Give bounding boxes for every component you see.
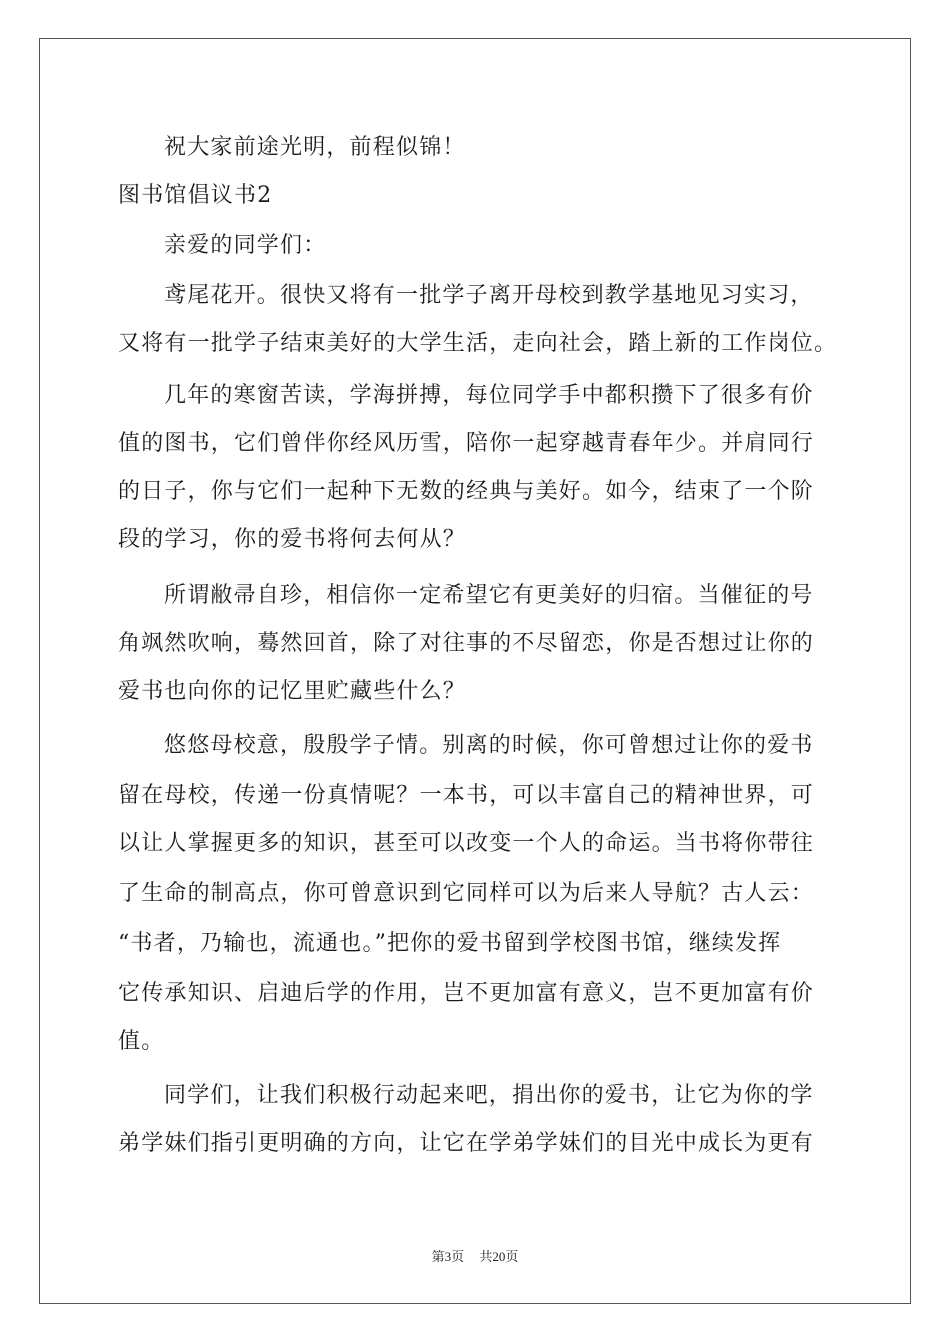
paragraph-line: 了生命的制高点，你可曾意识到它同样可以为后来人导航？古人云：: [118, 881, 815, 906]
closing-line: 祝大家前途光明，前程似锦！: [164, 135, 466, 160]
paragraph-line: 角飒然吹响，蓦然回首，除了对往事的不尽留恋，你是否想过让你的: [118, 631, 815, 656]
paragraph-line: 它传承知识、启迪后学的作用，岂不更加富有意义，岂不更加富有价: [118, 981, 815, 1006]
paragraph-line: 的日子，你与它们一起种下无数的经典与美好。如今，结束了一个阶: [118, 479, 815, 504]
paragraph-line: 同学们，让我们积极行动起来吧，捐出你的爱书，让它为你的学: [164, 1083, 814, 1108]
page-total: 共20页: [479, 1249, 519, 1264]
paragraph-line: 弟学妹们指引更明确的方向，让它在学弟学妹们的目光中成长为更有: [118, 1131, 815, 1156]
paragraph-line: 所谓敝帚自珍，相信你一定希望它有更美好的归宿。当催征的号: [164, 583, 814, 608]
paragraph-line: 段的学习，你的爱书将何去何从？: [118, 527, 467, 552]
salutation: 亲爱的同学们：: [164, 233, 327, 258]
paragraph-line: 爱书也向你的记忆里贮藏些什么？: [118, 679, 467, 704]
paragraph-line: 留在母校，传递一份真情呢？一本书，可以丰富自己的精神世界，可: [118, 783, 815, 808]
paragraph-line: 又将有一批学子结束美好的大学生活，走向社会，踏上新的工作岗位。: [118, 331, 838, 356]
paragraph-line: 鸢尾花开。很快又将有一批学子离开母校到教学基地见习实习，: [164, 283, 814, 308]
paragraph-line: 悠悠母校意，殷殷学子情。别离的时候，你可曾想过让你的爱书: [164, 733, 814, 758]
page-number: 第3页: [431, 1249, 465, 1264]
section-title: 图书馆倡议书2: [118, 183, 273, 208]
paragraph-line: 值。: [118, 1029, 165, 1054]
paragraph-line: 以让人掌握更多的知识，甚至可以改变一个人的命运。当书将你带往: [118, 831, 815, 856]
page-footer: [0, 1246, 950, 1265]
paragraph-line: 几年的寒窗苦读，学海拼搏，每位同学手中都积攒下了很多有价: [164, 383, 814, 408]
paragraph-line: “书者，乃输也，流通也。”把你的爱书留到学校图书馆，继续发挥: [118, 931, 782, 956]
paragraph-line: 值的图书，它们曾伴你经风历雪，陪你一起穿越青春年少。并肩同行: [118, 431, 815, 456]
